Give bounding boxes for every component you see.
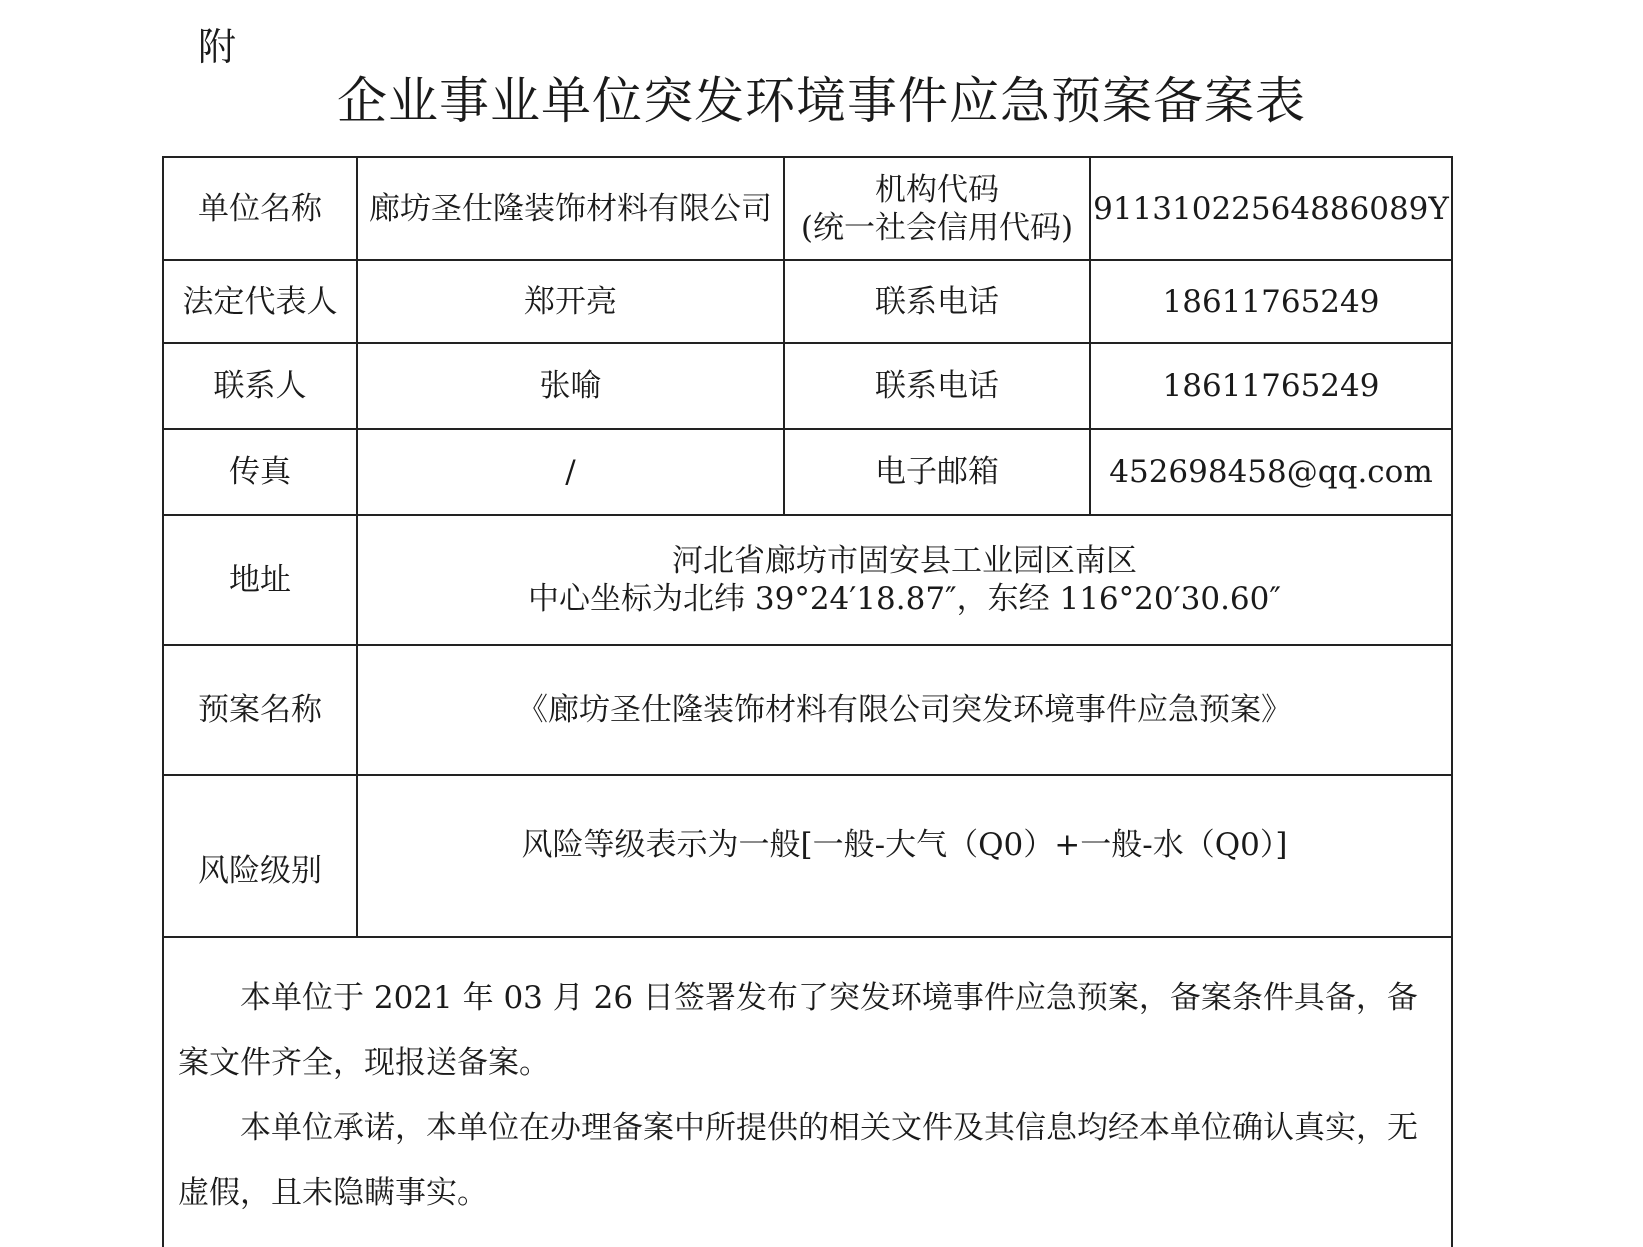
declaration-paragraph-2: 本单位承诺，本单位在办理备案中所提供的相关文件及其信息均经本单位确认真实，无虚假，且未隐瞒事实。 (178, 1110, 1418, 1211)
email-value: 452698458@qq.com (1090, 429, 1452, 515)
legal-rep-label: 法定代表人 (163, 260, 357, 343)
fax-value: / (357, 429, 784, 515)
plan-name-label: 预案名称 (163, 645, 357, 775)
risk-level-value: 风险等级表示为一般[一般-大气（Q0）+一般-水（Q0）] (357, 775, 1452, 937)
address-value (357, 515, 1452, 645)
address-label: 地址 (163, 515, 357, 645)
row-fax-email (163, 429, 1452, 515)
unit-name-label: 单位名称 (163, 157, 357, 260)
org-code-label-line1: 机构代码 (875, 171, 999, 208)
document-title: 企业事业单位突发环境事件应急预案备案表 (337, 72, 1306, 130)
row-address (163, 515, 1452, 645)
contact-label: 联系人 (163, 343, 357, 429)
org-code-label (784, 157, 1090, 260)
legal-rep-phone-label: 联系电话 (784, 260, 1090, 343)
org-code-label-line2: (统一社会信用代码) (800, 209, 1074, 246)
row-declaration (163, 937, 1452, 1247)
address-line2: 中心坐标为北纬 39°24′18.87″，东经 116°20′30.60″ (528, 581, 1281, 617)
legal-rep-phone-value: 18611765249 (1090, 260, 1452, 343)
org-code-value: 91131022564886089Y (1090, 157, 1452, 260)
declaration-cell (163, 937, 1452, 1247)
email-label: 电子邮箱 (784, 429, 1090, 515)
contact-phone-value: 18611765249 (1090, 343, 1452, 429)
plan-name-value: 《廊坊圣仕隆装饰材料有限公司突发环境事件应急预案》 (357, 645, 1452, 775)
appendix-mark: 附 (198, 25, 237, 69)
row-unit-name (163, 157, 1452, 260)
declaration-paragraph-1: 本单位于 2021 年 03 月 26 日签署发布了突发环境事件应急预案，备案条件具备，备案文件齐全，现报送备案。 (178, 980, 1418, 1081)
row-plan-name (163, 645, 1452, 775)
row-contact (163, 343, 1452, 429)
contact-value: 张喻 (357, 343, 784, 429)
address-line1: 河北省廊坊市固安县工业园区南区 (672, 543, 1137, 579)
row-risk-level (163, 775, 1452, 937)
row-legal-rep (163, 260, 1452, 343)
filing-form-table (162, 156, 1453, 1247)
risk-level-label: 风险级别 (163, 775, 357, 937)
fax-label: 传真 (163, 429, 357, 515)
contact-phone-label: 联系电话 (784, 343, 1090, 429)
unit-name-value: 廊坊圣仕隆装饰材料有限公司 (357, 157, 784, 260)
legal-rep-value: 郑开亮 (357, 260, 784, 343)
